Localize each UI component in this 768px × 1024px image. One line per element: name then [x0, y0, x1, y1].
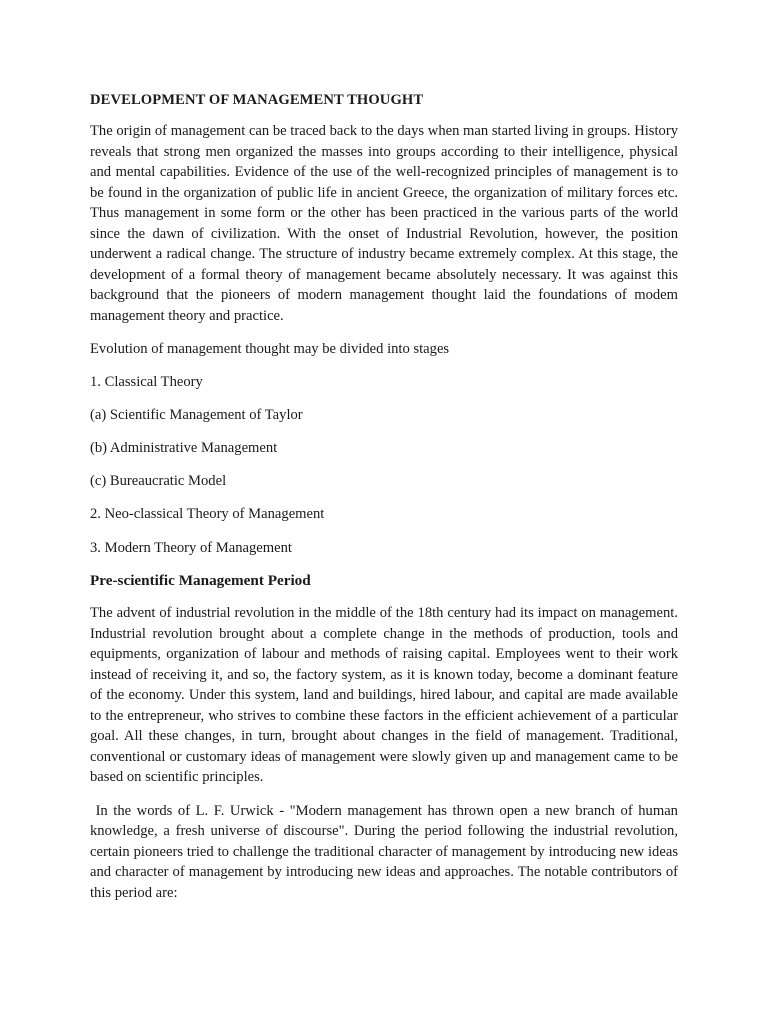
stage-item: (a) Scientific Management of Taylor — [90, 407, 303, 424]
stage-item: 2. Neo-classical Theory of Management — [90, 506, 325, 523]
stage-item: (c) Bureaucratic Model — [90, 473, 227, 490]
section-heading: Pre-scientific Management Period — [90, 571, 311, 589]
document-page — [90, 90, 678, 916]
stage-item: (b) Administrative Management — [90, 440, 278, 457]
document-title: DEVELOPMENT OF MANAGEMENT THOUGHT — [90, 92, 424, 108]
stage-item: 3. Modern Theory of Management — [90, 539, 292, 556]
intro-paragraph: The origin of management can be traced back to the days when man started living in groups. History reveals that strong men organized the masses into groups according to their intelligence, physical and mental capabilities. Evidence of the use of the well-recognized principles of management is to be found in the organization of public life in ancient Greece, the organization of military forces etc. Thus management in some form or the other has been practiced in the various parts of the world since the dawn of civilization. With the onset of Industrial Revolution, however, the position underwent a radical change. The structure of industry became extremely complex. At this stage, the development of a formal theory of management became absolutely necessary. It was against this background that the pioneers of modern management thought laid the foundations of modem management theory and practice. — [90, 123, 678, 324]
stages-intro: Evolution of management thought may be divided into stages — [90, 341, 450, 357]
section-paragraph-1: The advent of industrial revolution in the middle of the 18th century had its impact on management. Industrial revolution brought about a complete change in the methods of production, tools and equipments, organization of labour and methods of raising capital. Employees went to their work instead of receiving it, and so, the factory system, as it is known today, become a dominant feature of the economy. Under this system, land and buildings, hired labour, and capital are made available to the entrepreneur, who strives to combine these factors in the efficient achievement of a particular goal. All these changes, in turn, brought about changes in the field of management. Traditional, conventional or customary ideas of management were slowly given up and management came to be based on scientific principles. — [90, 605, 678, 786]
stage-item: 1. Classical Theory — [90, 374, 203, 391]
section-paragraph-2-text: In the words of L. F. Urwick - "Modern management has thrown open a new branch of human knowledge, a fresh universe of discourse". During the period following the industrial revolution, certain pioneers tried to challenge the traditional character of management by introducing new ideas and character of management by introducing new ideas and approaches. The notable contributors of this period are: — [90, 802, 678, 901]
section-paragraph-2 — [90, 801, 678, 904]
